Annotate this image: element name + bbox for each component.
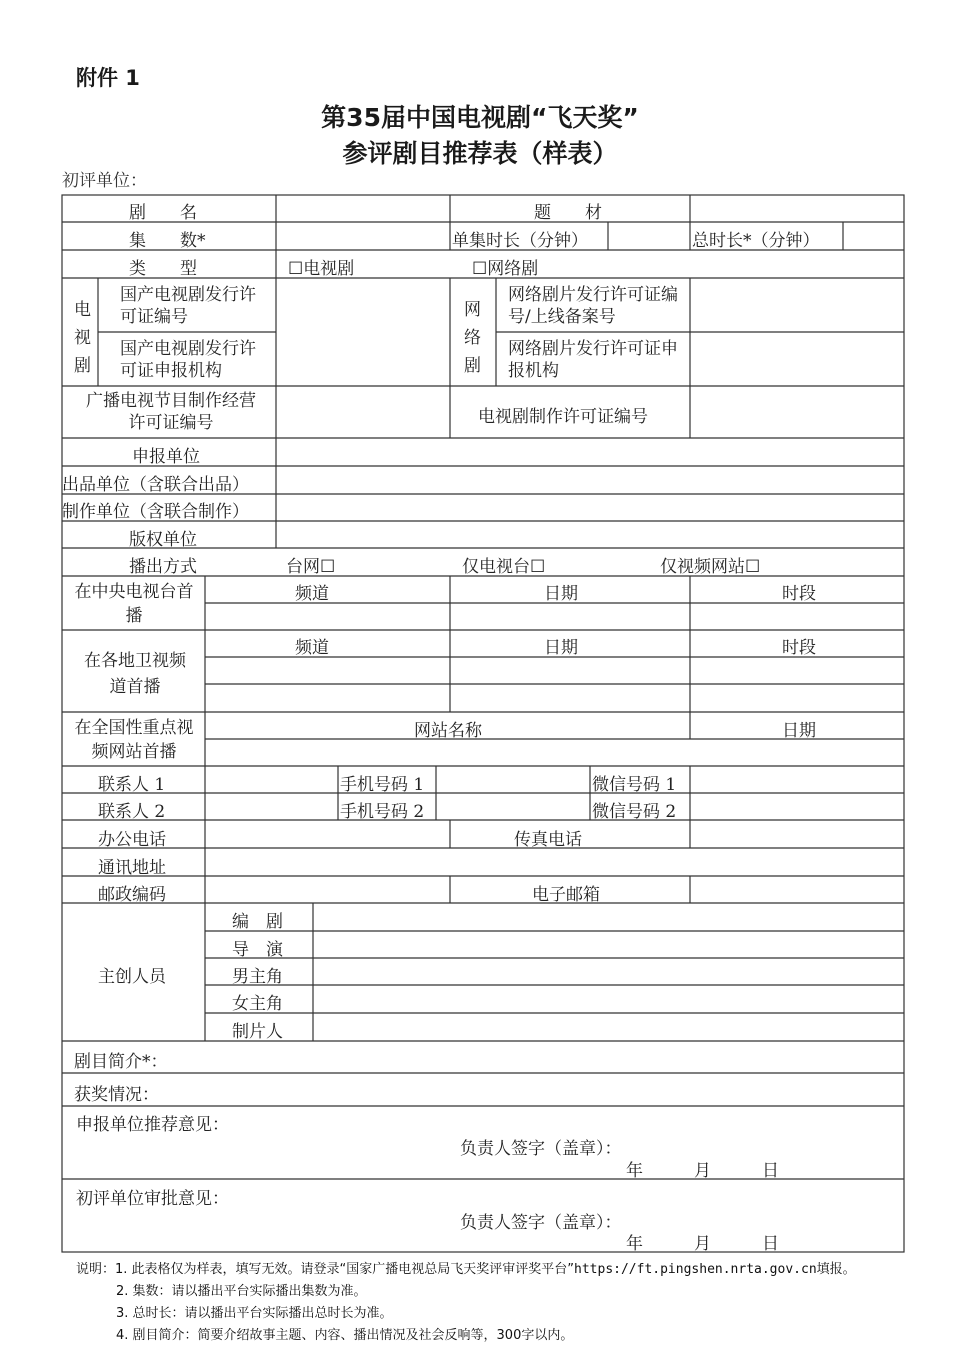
mobile1-label: 手机号码 1 bbox=[340, 775, 425, 795]
contact1-label: 联系人 1 bbox=[98, 775, 166, 795]
total-length-label: 总时长*（分钟） bbox=[692, 231, 820, 251]
cctv-date-header: 日期 bbox=[544, 584, 578, 604]
postcode-label: 邮政编码 bbox=[98, 885, 166, 905]
producer-person-label: 制片人 bbox=[232, 1022, 283, 1042]
satellite-date-header: 日期 bbox=[544, 638, 578, 658]
note-1-suffix: 填报。 bbox=[816, 1262, 856, 1277]
type-web-checkbox[interactable]: ☐网络剧 bbox=[472, 259, 539, 279]
prelim-opinion-label: 初评单位审批意见： bbox=[76, 1189, 229, 1209]
producer-label: 出品单位（含联合出品） bbox=[62, 475, 249, 495]
mode-tv-web-checkbox[interactable]: 台网☐ bbox=[286, 557, 336, 577]
director-label: 导 演 bbox=[232, 940, 283, 960]
note-2: 2. 集数：请以播出平台实际播出集数为准。 bbox=[116, 1284, 367, 1299]
office-phone-label: 办公电话 bbox=[98, 830, 166, 850]
maker-label: 制作单位（含联合制作） bbox=[62, 502, 249, 522]
attachment-label: 附件 1 bbox=[76, 66, 140, 90]
applicant-opinion-label: 申报单位推荐意见： bbox=[76, 1115, 229, 1135]
web-date-header: 日期 bbox=[782, 721, 816, 741]
mode-web-only-checkbox[interactable]: 仅视频网站☐ bbox=[660, 557, 761, 577]
address-label: 通讯地址 bbox=[98, 858, 166, 878]
lead-actress-label: 女主角 bbox=[232, 994, 283, 1014]
type-label: 类 型 bbox=[129, 259, 197, 279]
satellite-premiere-label: 在各地卫视频道首播 bbox=[84, 651, 186, 697]
type-tv-checkbox[interactable]: ☐电视剧 bbox=[288, 259, 355, 279]
form-title-line1: 第35届中国电视剧“飞天奖” bbox=[321, 103, 639, 132]
mobile2-label: 手机号码 2 bbox=[340, 802, 425, 822]
applicant-date-label: 年 月 日 bbox=[626, 1161, 779, 1181]
note-1 bbox=[76, 1258, 856, 1277]
copyright-label: 版权单位 bbox=[129, 530, 197, 550]
note-1-url[interactable]: https://ft.pingshen.nrta.gov.cn bbox=[574, 1262, 817, 1277]
tv-production-permit-label: 电视剧制作许可证编号 bbox=[478, 407, 648, 427]
broadcast-mode-label: 播出方式 bbox=[129, 557, 197, 577]
email-label: 电子邮箱 bbox=[532, 885, 600, 905]
contact2-label: 联系人 2 bbox=[98, 802, 166, 822]
note-3: 3. 总时长：请以播出平台实际播出总时长为准。 bbox=[116, 1306, 393, 1321]
screenwriter-label: 编 剧 bbox=[232, 912, 283, 932]
satellite-time-header: 时段 bbox=[782, 638, 816, 658]
broadcast-permit-label: 广播电视节目制作经营许可证编号 bbox=[86, 391, 256, 433]
web-license-org-label: 网络剧片发行许可证申报机构 bbox=[508, 339, 678, 381]
tv-license-no-label: 国产电视剧发行许可证编号 bbox=[120, 285, 256, 327]
episodes-label: 集 数* bbox=[129, 231, 206, 251]
prelim-unit-label: 初评单位： bbox=[62, 171, 147, 191]
cctv-premiere-label: 在中央电视台首播 bbox=[74, 582, 194, 626]
prelim-date-label: 年 月 日 bbox=[626, 1234, 779, 1254]
fax-label: 传真电话 bbox=[514, 830, 582, 850]
wechat2-label: 微信号码 2 bbox=[592, 802, 677, 822]
tv-group-label: 电视剧 bbox=[74, 300, 91, 376]
mode-tv-only-checkbox[interactable]: 仅电视台☐ bbox=[462, 557, 546, 577]
prelim-signature-label: 负责人签字（盖章）： bbox=[460, 1213, 622, 1233]
subject-label: 题 材 bbox=[534, 203, 602, 223]
drama-name-label: 剧 名 bbox=[129, 203, 197, 223]
cctv-channel-header: 频道 bbox=[295, 584, 329, 604]
web-group-label: 网络剧 bbox=[464, 300, 481, 376]
creators-label: 主创人员 bbox=[98, 967, 166, 987]
lead-actor-label: 男主角 bbox=[232, 967, 283, 987]
tv-license-org-label: 国产电视剧发行许可证申报机构 bbox=[120, 339, 256, 381]
synopsis-label: 剧目简介*： bbox=[74, 1052, 168, 1072]
note-4: 4. 剧目简介：简要介绍故事主题、内容、播出情况及社会反响等，300字以内。 bbox=[116, 1328, 574, 1343]
applicant-signature-label: 负责人签字（盖章）： bbox=[460, 1139, 622, 1159]
web-license-no-label: 网络剧片发行许可证编号/上线备案号 bbox=[508, 285, 678, 327]
applicant-label: 申报单位 bbox=[132, 447, 200, 467]
note-1-prefix: 说明：1. 此表格仅为样表，填写无效。请登录“国家广播电视总局飞天奖评审评奖平台” bbox=[76, 1262, 575, 1277]
episode-length-label: 单集时长（分钟） bbox=[452, 231, 588, 251]
cctv-time-header: 时段 bbox=[782, 584, 816, 604]
site-name-header: 网站名称 bbox=[414, 721, 482, 741]
awards-label: 获奖情况： bbox=[74, 1085, 159, 1105]
wechat1-label: 微信号码 1 bbox=[592, 775, 677, 795]
form-title-line2: 参评剧目推荐表（样表） bbox=[342, 139, 618, 168]
satellite-channel-header: 频道 bbox=[295, 638, 329, 658]
web-premiere-label: 在全国性重点视频网站首播 bbox=[74, 718, 194, 762]
